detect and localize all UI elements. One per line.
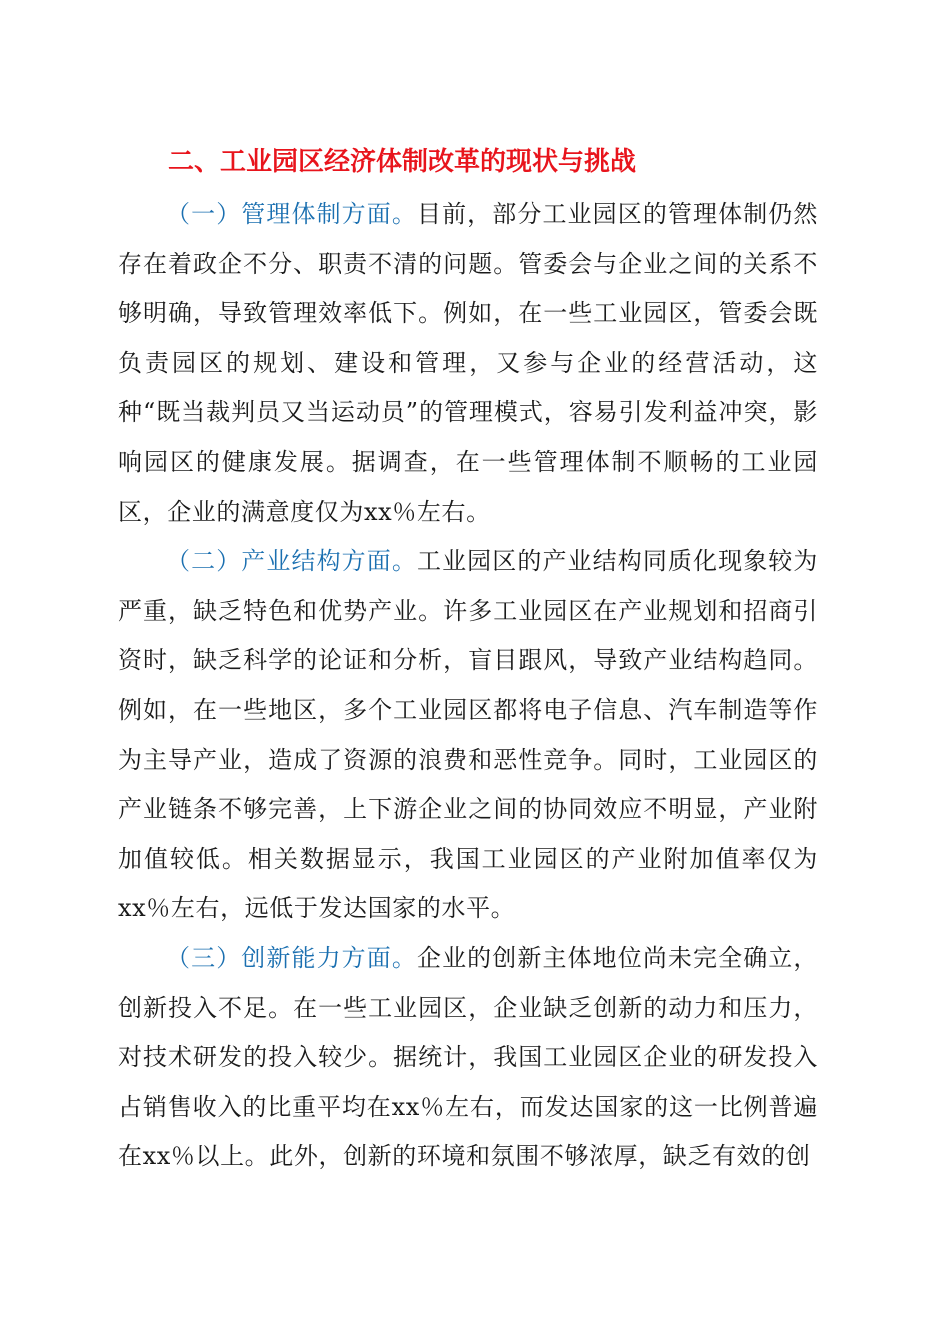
- subheading-industry-structure: （二）产业结构方面。: [166, 547, 417, 576]
- document-body: [118, 190, 818, 1182]
- subheading-innovation: （三）创新能力方面。: [166, 943, 417, 972]
- paragraph-text-industry-structure: 工业园区的产业结构同质化现象较为严重，缺乏特色和优势产业。许多工业园区在产业规划和招商引资时，缺乏科学的论证和分析，盲目跟风，导致产业结构趋同。例如，在一些地区，多个工业园区都将电子信息、汽车制造等作为主导产业，造成了资源的浪费和恶性竞争。同时，工业园区的产业链条不够完善，上下游企业之间的协同效应不明显，产业附加值较低。相关数据显示，我国工业园区的产业附加值率仅为xx％左右，远低于发达国家的水平。: [118, 547, 819, 923]
- paragraph-management: [118, 190, 818, 537]
- paragraph-industry-structure: [118, 537, 818, 934]
- paragraph-text-innovation: 企业的创新主体地位尚未完全确立，创新投入不足。在一些工业园区，企业缺乏创新的动力和压力，对技术研发的投入较少。据统计，我国工业园区企业的研发投入占销售收入的比重平均在xx％左右，而发达国家的这一比例普遍在xx％以上。此外，创新的环境和氛围不够浓厚，缺乏有效的创: [118, 943, 819, 1171]
- section-heading: 二、工业园区经济体制改革的现状与挑战: [168, 147, 637, 177]
- subheading-management: （一）管理体制方面。: [166, 200, 417, 228]
- paragraph-text-management: 目前，部分工业园区的管理体制仍然存在着政企不分、职责不清的问题。管委会与企业之间的关系不够明确，导致管理效率低下。例如，在一些工业园区，管委会既负责园区的规划、建设和管理，又参与企业的经营活动，这种“既当裁判员又当运动员”的管理模式，容易引发利益冲突，影响园区的健康发展。据调查，在一些管理体制不顺畅的工业园区，企业的满意度仅为xx％左右。: [118, 200, 819, 526]
- paragraph-innovation: [118, 934, 818, 1182]
